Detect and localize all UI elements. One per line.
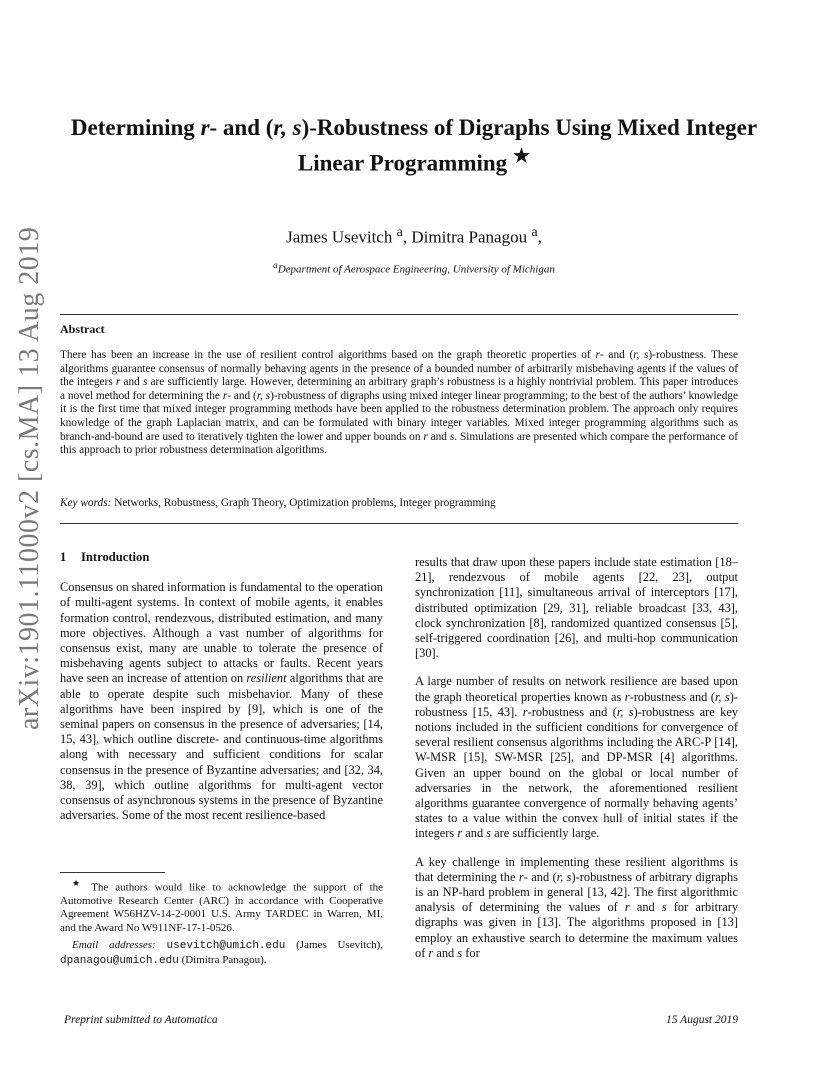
keywords-line — [60, 497, 738, 509]
author-list: James Usevitch $^a$, Dimitra Panagou $^a$, — [286, 224, 542, 247]
funding-footnote: ★ The authors would like to acknowledge the support of the Automotive Research Center (ARC) in accordance with Cooperative Agreement W56HZV-14-2-0001 U.S. Army TARDEC in Warren, MI, and the Award No W911NF-17-1-0526. — [60, 878, 384, 934]
author-affiliation: $^a$Department of Aerospace Engineering, University of Michigan — [273, 260, 555, 276]
intro-paragraph-1: Consensus on shared information is fundamental to the operation of multi-agent systems. In context of mobile agents, it enables formation control, rendezvous, distributed estimation, and many more objectives. Although a vast number of algorithms for consensus exist, many are unable to tolerate the presence of misbehaving agents subject to attacks or faults. Recent years have seen an increase of attention on resilient algorithms that are able to operate despite such misbehavior. Many of these algorithms have been inspired by [9], which is one of the seminal papers on consensus in the presence of adversaries; [14, 15, 43], which outline discrete- and continuous-time algorithms along with necessary and sufficient conditions for scalar consensus in the presence of Byzantine adversaries; and [32, 34, 38, 39], which outline algorithms for multi-agent vector consensus of asynchronous systems in the presence of Byzantine adversaries. Some of the most recent resilience-based — [60, 580, 383, 823]
section-number: 1 — [60, 550, 67, 564]
email-footnote: Email addresses: usevitch@umich.edu (James Usevitch), dpanagou@umich.edu (Dimitra Panagou). — [60, 939, 383, 967]
abstract-text: There has been an increase in the use of resilient control algorithms based on the graph theoretic properties of r- and (r, s)-robustness. These algorithms guarantee consensus of normally behaving agents in the presence of a bounded number of arbitrarily misbehaving agents if the values of the integers r and s are sufficiently large. However, determining an arbitrary graph’s robustness is a highly nontrivial problem. This paper introduces a novel method for determining the r- and (r, s)-robustness of digraphs using mixed integer linear programming; to the best of the authors’ knowledge it is the first time that mixed integer programming methods have been applied to the robustness determination problem. The approach only requires knowledge of the graph Laplacian matrix, and can be formulated with binary integer variables. Mixed integer programming algorithms such as branch-and-bound are used to iteratively tighten the lower and upper bounds on r and s. Simulations are presented which compare the performance of this approach to prior robustness determination algorithms. — [60, 349, 739, 457]
left-column — [60, 550, 383, 823]
section-title: Introduction — [81, 550, 150, 564]
abstract-top-rule — [60, 314, 738, 315]
footer-date: 15 August 2019 — [666, 1014, 738, 1026]
paper-title: Determining r- and (r, s)-Robustness of Digraphs Using Mixed Integer Linear Programming ★ — [70, 115, 758, 176]
intro-paragraph-2: results that draw upon these papers include state estimation [18–21], rendezvous of mobile agents [22, 23], output synchronization [11], simultaneous arrival of interceptors [17], distributed optimization [29, 31], reliable broadcast [33, 43], clock synchronization [8], randomized quantized consensus [5], self-triggered coordination [26], and multi-hop communication [30]. — [415, 555, 738, 661]
right-column — [415, 555, 738, 961]
section-heading-introduction — [60, 550, 383, 565]
intro-paragraph-4: A key challenge in implementing these resilient algorithms is that determining the r- and (r, s)-robustness of arbitrary digraphs is an NP-hard problem in general [13, 42]. The first algorithmic analysis of determining the values of r and s for arbitrary digraphs was given in [13]. The algorithms proposed in [13] employ an exhaustive search to determine the maximum values of r and s for — [415, 854, 739, 960]
footnote-rule — [60, 872, 165, 873]
keywords-label: Key words: — [60, 497, 112, 509]
intro-paragraph-3: A large number of results on network resilience are based upon the graph theoretical properties known as r-robustness and (r, s)-robustness [15, 43]. r-robustness and (r, s)-robustness are key notions included in the sufficient conditions for convergence of several resilient consensus algorithms including the ARC-P [14], W-MSR [15], SW-MSR [25], and DP-MSR [4] algorithms. Given an upper bound on the global or local number of adversaries in the network, the aforementioned resilient algorithms guarantee convergence of normally behaving agents’ states to a value within the convex hull of initial states if the integers r and s are sufficiently large. — [415, 674, 739, 841]
abstract-heading: Abstract — [60, 322, 105, 336]
footnotes — [60, 877, 383, 972]
arxiv-identifier-stamp: arXiv:1901.11000v2 [cs.MA] 13 Aug 2019 — [14, 226, 45, 730]
abstract-bottom-rule — [60, 523, 738, 524]
footer-preprint-note: Preprint submitted to Automatica — [64, 1014, 218, 1026]
keywords-text: Networks, Robustness, Graph Theory, Optimization problems, Integer programming — [114, 497, 496, 509]
